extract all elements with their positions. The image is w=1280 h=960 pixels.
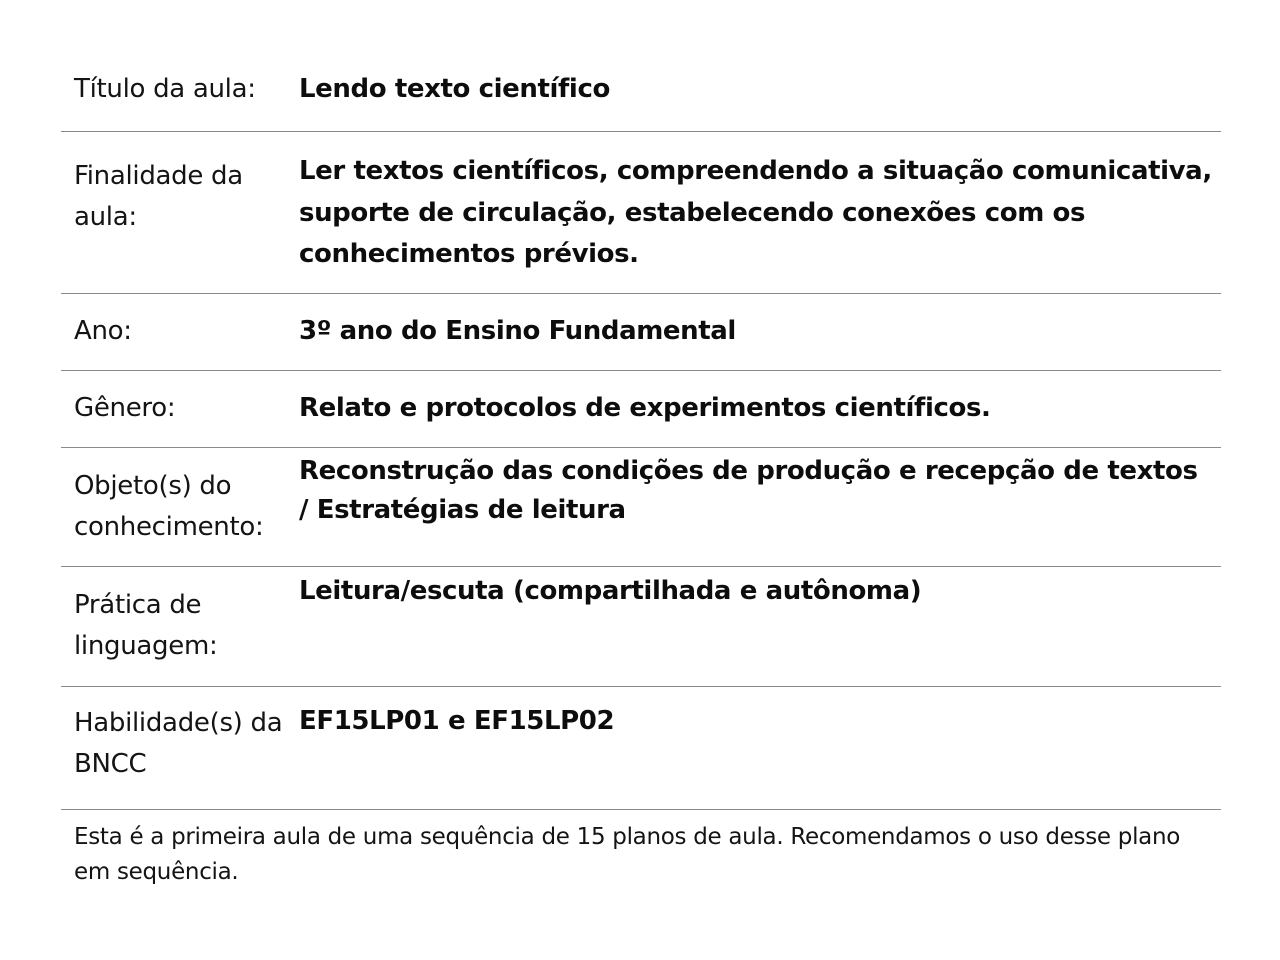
row-bncc-skills xyxy=(61,687,1221,810)
lesson-purpose-label: Finalidade da aula: xyxy=(74,161,243,232)
row-school-year xyxy=(61,294,1221,371)
lesson-purpose-value: Ler textos científicos, compreendendo a situação comunicativa, suporte de circulação, estabelecendo conexões com os conhecimentos prévios. xyxy=(299,156,1212,269)
language-practice-label: Prática de linguagem: xyxy=(74,590,218,661)
row-lesson-title xyxy=(61,49,1221,132)
row-lesson-purpose xyxy=(61,132,1221,294)
row-knowledge-objects xyxy=(61,448,1221,567)
knowledge-objects-label: Objeto(s) do conhecimento: xyxy=(74,471,264,542)
lesson-title-label: Título da aula: xyxy=(74,74,256,104)
lesson-info-table xyxy=(61,49,1221,890)
genre-label: Gênero: xyxy=(74,393,176,423)
sequence-note: Esta é a primeira aula de uma sequência de 15 planos de aula. Recomendamos o uso desse plano em sequência. xyxy=(74,824,1181,885)
school-year-label: Ano: xyxy=(74,316,132,346)
row-genre xyxy=(61,371,1221,448)
bncc-skills-value: EF15LP01 e EF15LP02 xyxy=(299,706,615,736)
knowledge-objects-value: Reconstrução das condições de produção e recepção de textos / Estratégias de leitura xyxy=(299,456,1198,525)
lesson-title-value: Lendo texto científico xyxy=(299,74,610,104)
row-language-practice xyxy=(61,567,1221,687)
bncc-skills-label: Habilidade(s) da BNCC xyxy=(74,708,283,779)
school-year-value: 3º ano do Ensino Fundamental xyxy=(299,316,736,346)
genre-value: Relato e protocolos de experimentos científicos. xyxy=(299,393,991,423)
language-practice-value: Leitura/escuta (compartilhada e autônoma) xyxy=(299,576,922,606)
